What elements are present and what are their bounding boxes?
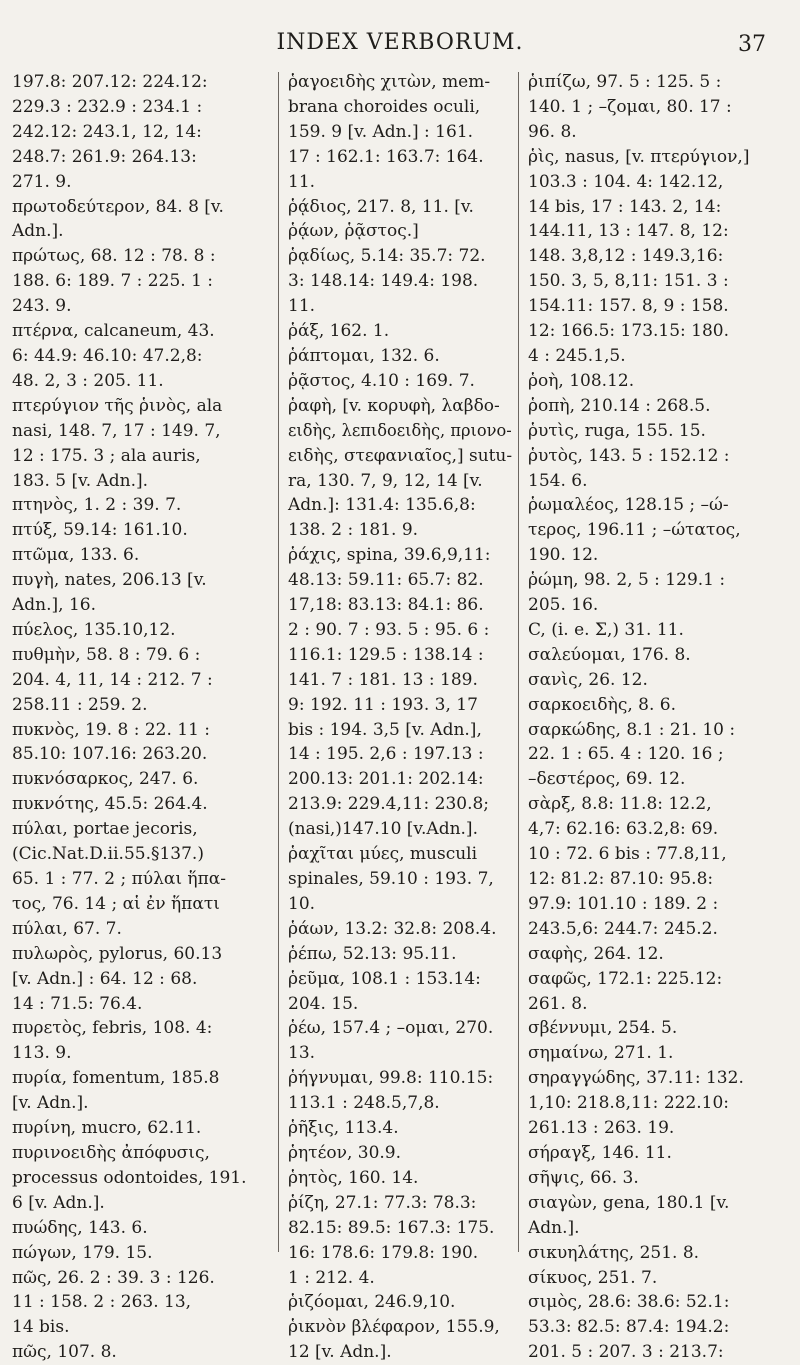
index-line: ῥᾳδίως, 5.14: 35.7: 72. xyxy=(288,246,486,267)
index-line: 242.12: 243.1, 12, 14: xyxy=(12,121,202,142)
index-line: ῥήγνυμαι, 99.8: 110.15: xyxy=(288,1068,494,1089)
index-line: πυρίνη, mucro, 62.11. xyxy=(12,1118,202,1139)
index-line: ῥᾴδιος, 217. 8, 11. [v. xyxy=(288,196,474,217)
index-line: 48. 2, 3 : 205. 11. xyxy=(12,370,164,391)
index-line: 154. 6. xyxy=(528,470,588,491)
index-line: 140. 1 ; –ζομαι, 80. 17 : xyxy=(528,96,732,117)
index-line: ῥάπτομαι, 132. 6. xyxy=(288,345,440,366)
index-line: bis : 194. 3,5 [v. Adn.], xyxy=(288,719,482,740)
index-line: ῥίζη, 27.1: 77.3: 78.3: xyxy=(288,1192,477,1213)
index-line: 17 : 162.1: 163.7: 164. xyxy=(288,146,484,167)
index-line: 116.1: 129.5 : 138.14 : xyxy=(288,644,484,665)
index-line: 6 [v. Adn.]. xyxy=(12,1192,105,1213)
page-number: 37 xyxy=(738,32,766,57)
index-line: 113.1 : 248.5,7,8. xyxy=(288,1093,440,1114)
index-line: 204. 15. xyxy=(288,993,359,1014)
index-line: πυθμὴν, 58. 8 : 79. 6 : xyxy=(12,644,201,665)
index-line: spinales, 59.10 : 193. 7, xyxy=(288,869,494,889)
index-line: πυγὴ, nates, 206.13 [v. xyxy=(12,570,207,591)
index-line: 13. xyxy=(288,1043,316,1064)
index-line: πύελος, 135.10,12. xyxy=(12,619,176,640)
index-line: ῥάων, 13.2: 32.8: 208.4. xyxy=(288,918,497,939)
index-line: processus odontoides, 191. xyxy=(12,1167,247,1188)
index-line: σημαίνω, 271. 1. xyxy=(528,1043,674,1064)
index-line: πτηνὸς, 1. 2 : 39. 7. xyxy=(12,495,182,516)
index-line: 205. 16. xyxy=(528,595,599,616)
index-line: 229.3 : 232.9 : 234.1 : xyxy=(12,96,203,117)
index-line: 12: 166.5: 173.15: 180. xyxy=(528,321,730,342)
index-line: ῥωμαλέος, 128.15 ; –ώ- xyxy=(528,495,729,516)
index-line: 213.9: 229.4,11: 230.8; xyxy=(288,794,490,815)
index-line: 85.10: 107.16: 263.20. xyxy=(12,744,208,765)
index-line: σβέννυμι, 254. 5. xyxy=(528,1018,678,1039)
index-line: πυρία, fomentum, 185.8 xyxy=(12,1068,220,1089)
index-line: 103.3 : 104. 4: 142.12, xyxy=(528,171,724,192)
index-line: 10 : 72. 6 bis : 77.8,11, xyxy=(528,844,727,865)
index-line: (nasi,)147.10 [v.Adn.]. xyxy=(288,819,478,840)
index-line: 154.11: 157. 8, 9 : 158. xyxy=(528,296,729,317)
index-line: πώγων, 179. 15. xyxy=(12,1242,153,1263)
index-line: 48.13: 59.11: 65.7: 82. xyxy=(288,570,484,591)
index-line: 271. 9. xyxy=(12,171,72,192)
index-line: 12 : 175. 3 ; ala auris, xyxy=(12,445,201,466)
index-line: 261.13 : 263. 19. xyxy=(528,1118,675,1139)
index-line: σὰρξ, 8.8: 11.8: 12.2, xyxy=(528,794,712,815)
index-column-2 xyxy=(288,70,513,1363)
index-line: 188. 6: 189. 7 : 225. 1 : xyxy=(12,271,214,292)
index-line: 16: 178.6: 179.8: 190. xyxy=(288,1242,479,1263)
index-line: 11. xyxy=(288,171,316,192)
index-line: σαλεύομαι, 176. 8. xyxy=(528,644,691,665)
index-line: Adn.]: 131.4: 135.6,8: xyxy=(288,495,476,516)
index-line: 22. 1 : 65. 4 : 120. 16 ; xyxy=(528,744,724,765)
index-line: ῥαφὴ, [v. κορυφὴ, λαβδο- xyxy=(288,395,500,416)
index-line: ῥαγοειδὴς χιτὼν, mem- xyxy=(288,72,491,92)
index-line: πτύξ, 59.14: 161.10. xyxy=(12,520,188,541)
index-line: πρωτοδεύτερον, 84. 8 [v. xyxy=(12,196,224,217)
index-line: 141. 7 : 181. 13 : 189. xyxy=(288,669,478,690)
index-line: 190. 12. xyxy=(528,545,599,566)
index-line: 201. 5 : 207. 3 : 213.7: xyxy=(528,1342,724,1363)
index-line: nasi, 148. 7, 17 : 149. 7, xyxy=(12,420,221,441)
index-line: ῥαχῖται μύες, musculi xyxy=(288,844,478,865)
index-line: πυρινοειδὴς ἀπόφυσις, xyxy=(12,1142,210,1163)
index-line: 10. xyxy=(288,893,316,914)
index-line: 96. 8. xyxy=(528,121,577,142)
index-line: σήραγξ, 146. 11. xyxy=(528,1142,672,1163)
running-header xyxy=(0,30,800,62)
index-line: ειδὴς, στεφανιαῖος,] sutu- xyxy=(288,445,513,466)
index-line: ῥυτὶς, ruga, 155. 15. xyxy=(528,420,706,441)
index-line: σαρκώδης, 8.1 : 21. 10 : xyxy=(528,719,736,740)
index-line: ῥητέον, 30.9. xyxy=(288,1142,402,1163)
index-line: 2 : 90. 7 : 93. 5 : 95. 6 : xyxy=(288,619,490,640)
index-line: ῥιπίζω, 97. 5 : 125. 5 : xyxy=(528,72,722,92)
index-line: [v. Adn.] : 64. 12 : 68. xyxy=(12,968,198,989)
index-line: σαφὴς, 264. 12. xyxy=(528,943,664,964)
column-rule xyxy=(278,72,279,1252)
index-line: πυρετὸς, febris, 108. 4: xyxy=(12,1018,213,1039)
index-line: 65. 1 : 77. 2 ; πύλαι ἥπα- xyxy=(12,869,226,889)
index-line: ειδὴς, λεπιδοειδὴς, πριονο- xyxy=(288,420,512,441)
index-line: 150. 3, 5, 8,11: 151. 3 : xyxy=(528,271,729,292)
column-rule xyxy=(518,72,519,1252)
index-line: σικυηλάτης, 251. 8. xyxy=(528,1242,700,1263)
index-line: 9: 192. 11 : 193. 3, 17 xyxy=(288,694,478,715)
index-line: σηραγγώδης, 37.11: 132. xyxy=(528,1068,744,1089)
index-line: ῥᾷστος, 4.10 : 169. 7. xyxy=(288,370,475,391)
index-line: 11 : 158. 2 : 263. 13, xyxy=(12,1292,192,1313)
index-line: 197.8: 207.12: 224.12: xyxy=(12,72,208,92)
index-line: ῥέπω, 52.13: 95.11. xyxy=(288,943,457,964)
index-line: πῶς, 26. 2 : 39. 3 : 126. xyxy=(12,1267,215,1288)
index-line: 12: 81.2: 87.10: 95.8: xyxy=(528,869,714,889)
index-line: ῥυτὸς, 143. 5 : 152.12 : xyxy=(528,445,730,466)
index-line: πτῶμα, 133. 6. xyxy=(12,545,140,566)
index-line: 1,10: 218.8,11: 222.10: xyxy=(528,1093,730,1114)
index-line: πυλωρὸς, pylorus, 60.13 xyxy=(12,943,223,964)
index-line: πῶς, 107. 8. xyxy=(12,1342,117,1363)
index-line: –δεστέρος, 69. 12. xyxy=(528,769,686,790)
index-line: 3: 148.14: 149.4: 198. xyxy=(288,271,479,292)
index-line: ῥᾴων, ῥᾷστος.] xyxy=(288,221,419,242)
index-line: Adn.], 16. xyxy=(12,595,96,616)
index-line: C, (i. e. Σ,) 31. 11. xyxy=(528,619,684,640)
index-column-3 xyxy=(528,70,790,1363)
index-line: πύλαι, 67. 7. xyxy=(12,918,122,939)
index-line: πύλαι, portae jecoris, xyxy=(12,819,198,840)
index-line: ῥητὸς, 160. 14. xyxy=(288,1167,419,1188)
index-line: 159. 9 [v. Adn.] : 161. xyxy=(288,121,474,142)
index-line: πυκνὸς, 19. 8 : 22. 11 : xyxy=(12,719,211,740)
index-line: σαφῶς, 172.1: 225.12: xyxy=(528,968,723,989)
index-column-1 xyxy=(12,70,268,1363)
index-line: πυώδης, 143. 6. xyxy=(12,1217,148,1238)
index-line: 53.3: 82.5: 87.4: 194.2: xyxy=(528,1317,730,1338)
index-line: 148. 3,8,12 : 149.3,16: xyxy=(528,246,724,267)
index-line: σιαγὼν, gena, 180.1 [v. xyxy=(528,1192,730,1213)
index-line: ῥέω, 157.4 ; –ομαι, 270. xyxy=(288,1018,494,1039)
index-line: ra, 130. 7, 9, 12, 14 [v. xyxy=(288,470,483,491)
index-line: 4 : 245.1,5. xyxy=(528,345,626,366)
index-line: πτερύγιον τῆς ῥινὸς, ala xyxy=(12,395,223,416)
index-line: ῥῆξις, 113.4. xyxy=(288,1118,399,1139)
page-title: INDEX VERBORUM. xyxy=(276,30,524,55)
index-line: Adn.]. xyxy=(12,221,64,242)
index-line: 183. 5 [v. Adn.]. xyxy=(12,470,149,491)
index-line: 258.11 : 259. 2. xyxy=(12,694,148,715)
index-line: 4,7: 62.16: 63.2,8: 69. xyxy=(528,819,719,840)
index-line: 144.11, 13 : 147. 8, 12: xyxy=(528,221,729,242)
index-line: 97.9: 101.10 : 189. 2 : xyxy=(528,893,719,914)
index-line: ῥώμη, 98. 2, 5 : 129.1 : xyxy=(528,570,726,591)
index-line: 82.15: 89.5: 167.3: 175. xyxy=(288,1217,495,1238)
index-line: 14 bis, 17 : 143. 2, 14: xyxy=(528,196,722,217)
index-line: 14 : 71.5: 76.4. xyxy=(12,993,143,1014)
index-line: Adn.]. xyxy=(528,1217,580,1238)
index-line: 11. xyxy=(288,296,316,317)
index-line: 6: 44.9: 46.10: 47.2,8: xyxy=(12,345,203,366)
index-line: [v. Adn.]. xyxy=(12,1093,89,1114)
index-line: πτέρνα, calcaneum, 43. xyxy=(12,321,215,342)
index-line: ῥεῦμα, 108.1 : 153.14: xyxy=(288,968,481,989)
index-line: ῥιζόομαι, 246.9,10. xyxy=(288,1292,456,1313)
index-line: ῥάξ, 162. 1. xyxy=(288,321,390,342)
index-line: τερος, 196.11 ; –ώτατος, xyxy=(528,520,741,541)
index-line: 17,18: 83.13: 84.1: 86. xyxy=(288,595,484,616)
index-line: ῥοὴ, 108.12. xyxy=(528,370,635,391)
index-line: brana choroides oculi, xyxy=(288,96,481,117)
index-line: 1 : 212. 4. xyxy=(288,1267,375,1288)
index-line: πυκνόσαρκος, 247. 6. xyxy=(12,769,199,790)
index-line: 14 : 195. 2,6 : 197.13 : xyxy=(288,744,484,765)
index-line: ῥικνὸν βλέφαρον, 155.9, xyxy=(288,1317,500,1338)
index-line: ῥὶς, nasus, [v. πτερύγιον,] xyxy=(528,146,750,167)
index-line: 113. 9. xyxy=(12,1043,72,1064)
index-line: 14 bis. xyxy=(12,1317,70,1338)
index-line: (Cic.Nat.D.ii.55.§137.) xyxy=(12,844,204,865)
index-line: 261. 8. xyxy=(528,993,588,1014)
index-line: 12 [v. Adn.]. xyxy=(288,1342,392,1363)
index-line: ῥάχις, spina, 39.6,9,11: xyxy=(288,545,491,566)
index-line: τος, 76. 14 ; αἱ ἐν ἥπατι xyxy=(12,893,220,914)
index-line: σιμὸς, 28.6: 38.6: 52.1: xyxy=(528,1292,730,1313)
index-line: 200.13: 201.1: 202.14: xyxy=(288,769,484,790)
index-line: πρώτως, 68. 12 : 78. 8 : xyxy=(12,246,216,267)
index-line: πυκνότης, 45.5: 264.4. xyxy=(12,794,208,815)
index-line: ῥοπὴ, 210.14 : 268.5. xyxy=(528,395,711,416)
index-line: 204. 4, 11, 14 : 212. 7 : xyxy=(12,669,213,690)
index-line: σῆψις, 66. 3. xyxy=(528,1167,639,1188)
index-line: σίκυος, 251. 7. xyxy=(528,1267,658,1288)
index-line: 248.7: 261.9: 264.13: xyxy=(12,146,197,167)
index-line: 243. 9. xyxy=(12,296,72,317)
index-line: σανὶς, 26. 12. xyxy=(528,669,648,690)
index-line: 243.5,6: 244.7: 245.2. xyxy=(528,918,718,939)
index-line: 138. 2 : 181. 9. xyxy=(288,520,419,541)
index-line: σαρκοειδὴς, 8. 6. xyxy=(528,694,677,715)
